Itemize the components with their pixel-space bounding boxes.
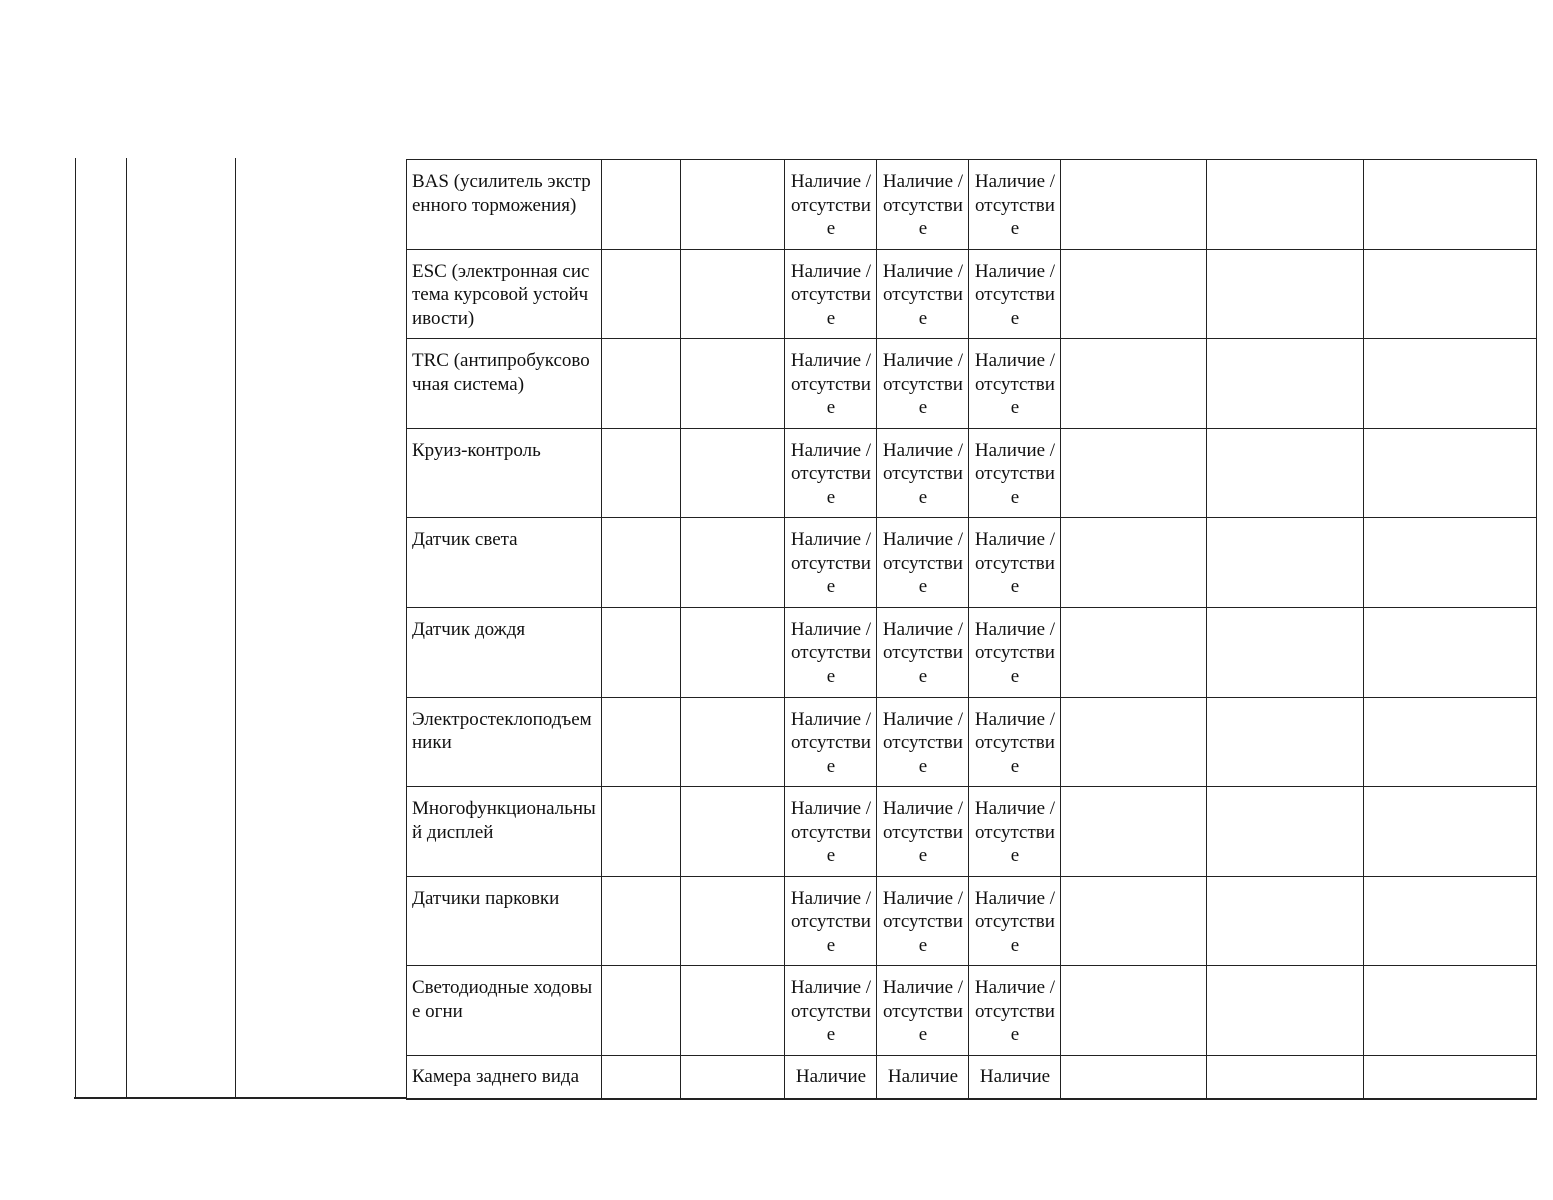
empty-cell bbox=[681, 876, 785, 966]
availability-cell-1: Наличие /отсутствие bbox=[785, 787, 877, 877]
empty-cell bbox=[1061, 160, 1207, 250]
empty-cell bbox=[1364, 966, 1537, 1056]
empty-cell bbox=[1207, 966, 1364, 1056]
empty-cell bbox=[602, 876, 681, 966]
empty-cell bbox=[681, 518, 785, 608]
availability-cell-3: Наличие /отсутствие bbox=[969, 160, 1061, 250]
table-row bbox=[407, 876, 1537, 966]
empty-cell bbox=[681, 1055, 785, 1099]
empty-cell bbox=[1061, 518, 1207, 608]
empty-cell bbox=[681, 607, 785, 697]
empty-cell bbox=[1061, 966, 1207, 1056]
empty-cell bbox=[681, 160, 785, 250]
table-row bbox=[407, 428, 1537, 518]
availability-cell-3: Наличие /отсутствие bbox=[969, 697, 1061, 787]
empty-cell bbox=[1207, 249, 1364, 339]
empty-cell bbox=[602, 787, 681, 877]
availability-cell-3: Наличие /отсутствие bbox=[969, 787, 1061, 877]
availability-cell-3: Наличие /отсутствие bbox=[969, 428, 1061, 518]
empty-cell bbox=[1364, 697, 1537, 787]
feature-name-cell: Электростеклоподъемники bbox=[407, 697, 602, 787]
availability-cell-2: Наличие /отсутствие bbox=[877, 160, 969, 250]
availability-cell-2: Наличие bbox=[877, 1055, 969, 1099]
empty-cell bbox=[681, 428, 785, 518]
empty-cell bbox=[1207, 607, 1364, 697]
table-row bbox=[407, 607, 1537, 697]
empty-cell bbox=[1207, 697, 1364, 787]
table-row bbox=[407, 787, 1537, 877]
empty-cell bbox=[1364, 607, 1537, 697]
empty-cell bbox=[1061, 428, 1207, 518]
equipment-table bbox=[406, 159, 1537, 1100]
empty-cell bbox=[1364, 1055, 1537, 1099]
empty-cell bbox=[602, 518, 681, 608]
empty-cell bbox=[602, 428, 681, 518]
empty-cell bbox=[1364, 876, 1537, 966]
empty-cell bbox=[1364, 787, 1537, 877]
table-row bbox=[407, 339, 1537, 429]
table-row bbox=[407, 966, 1537, 1056]
availability-cell-1: Наличие /отсутствие bbox=[785, 428, 877, 518]
availability-cell-2: Наличие /отсутствие bbox=[877, 428, 969, 518]
feature-name-cell: Круиз-контроль bbox=[407, 428, 602, 518]
table-bottom-line bbox=[406, 1098, 1536, 1100]
availability-cell-2: Наличие /отсутствие bbox=[877, 518, 969, 608]
empty-cell bbox=[1207, 428, 1364, 518]
empty-cell bbox=[602, 160, 681, 250]
table-row bbox=[407, 160, 1537, 250]
availability-cell-1: Наличие /отсутствие bbox=[785, 160, 877, 250]
table-row bbox=[407, 249, 1537, 339]
availability-cell-3: Наличие /отсутствие bbox=[969, 249, 1061, 339]
empty-cell bbox=[1364, 428, 1537, 518]
empty-cell bbox=[602, 1055, 681, 1099]
empty-cell bbox=[1364, 518, 1537, 608]
outer-column-line-1 bbox=[75, 158, 76, 1098]
feature-name-cell: Датчик дождя bbox=[407, 607, 602, 697]
availability-cell-1: Наличие /отсутствие bbox=[785, 339, 877, 429]
availability-cell-2: Наличие /отсутствие bbox=[877, 697, 969, 787]
availability-cell-3: Наличие /отсутствие bbox=[969, 518, 1061, 608]
availability-cell-3: Наличие /отсутствие bbox=[969, 607, 1061, 697]
availability-cell-3: Наличие /отсутствие bbox=[969, 876, 1061, 966]
empty-cell bbox=[1061, 249, 1207, 339]
empty-cell bbox=[1061, 339, 1207, 429]
availability-cell-1: Наличие /отсутствие bbox=[785, 876, 877, 966]
empty-cell bbox=[681, 249, 785, 339]
empty-cell bbox=[602, 607, 681, 697]
empty-cell bbox=[602, 966, 681, 1056]
empty-cell bbox=[1061, 1055, 1207, 1099]
table-row bbox=[407, 518, 1537, 608]
empty-cell bbox=[681, 966, 785, 1056]
availability-cell-1: Наличие bbox=[785, 1055, 877, 1099]
availability-cell-2: Наличие /отсутствие bbox=[877, 787, 969, 877]
empty-cell bbox=[681, 697, 785, 787]
empty-cell bbox=[602, 697, 681, 787]
availability-cell-1: Наличие /отсутствие bbox=[785, 249, 877, 339]
availability-cell-1: Наличие /отсутствие bbox=[785, 607, 877, 697]
outer-column-line-3 bbox=[235, 158, 236, 1098]
availability-cell-3: Наличие /отсутствие bbox=[969, 339, 1061, 429]
availability-cell-1: Наличие /отсутствие bbox=[785, 697, 877, 787]
feature-name-cell: Многофункциональный дисплей bbox=[407, 787, 602, 877]
feature-name-cell: Датчики парковки bbox=[407, 876, 602, 966]
availability-cell-2: Наличие /отсутствие bbox=[877, 876, 969, 966]
feature-name-cell: TRC (антипробуксовочная система) bbox=[407, 339, 602, 429]
empty-cell bbox=[602, 249, 681, 339]
availability-cell-1: Наличие /отсутствие bbox=[785, 966, 877, 1056]
empty-cell bbox=[681, 787, 785, 877]
table-row bbox=[407, 1055, 1537, 1099]
empty-cell bbox=[1061, 607, 1207, 697]
empty-cell bbox=[1364, 339, 1537, 429]
empty-cell bbox=[1207, 787, 1364, 877]
empty-cell bbox=[681, 339, 785, 429]
empty-cell bbox=[1207, 876, 1364, 966]
feature-name-cell: Светодиодные ходовые огни bbox=[407, 966, 602, 1056]
availability-cell-2: Наличие /отсутствие bbox=[877, 966, 969, 1056]
empty-cell bbox=[1207, 518, 1364, 608]
empty-cell bbox=[1061, 787, 1207, 877]
empty-cell bbox=[1207, 1055, 1364, 1099]
table-row bbox=[407, 697, 1537, 787]
empty-cell bbox=[1207, 339, 1364, 429]
empty-cell bbox=[1207, 160, 1364, 250]
outer-table-bottom-line bbox=[74, 1097, 406, 1099]
feature-name-cell: Датчик света bbox=[407, 518, 602, 608]
empty-cell bbox=[1061, 697, 1207, 787]
availability-cell-2: Наличие /отсутствие bbox=[877, 607, 969, 697]
empty-cell bbox=[1364, 249, 1537, 339]
feature-name-cell: ESC (электронная система курсовой устойчивости) bbox=[407, 249, 602, 339]
availability-cell-3: Наличие bbox=[969, 1055, 1061, 1099]
outer-column-line-2 bbox=[126, 158, 127, 1098]
availability-cell-1: Наличие /отсутствие bbox=[785, 518, 877, 608]
feature-name-cell: BAS (усилитель экстренного торможения) bbox=[407, 160, 602, 250]
availability-cell-3: Наличие /отсутствие bbox=[969, 966, 1061, 1056]
feature-name-cell: Камера заднего вида bbox=[407, 1055, 602, 1099]
availability-cell-2: Наличие /отсутствие bbox=[877, 339, 969, 429]
empty-cell bbox=[1061, 876, 1207, 966]
availability-cell-2: Наличие /отсутствие bbox=[877, 249, 969, 339]
empty-cell bbox=[602, 339, 681, 429]
empty-cell bbox=[1364, 160, 1537, 250]
